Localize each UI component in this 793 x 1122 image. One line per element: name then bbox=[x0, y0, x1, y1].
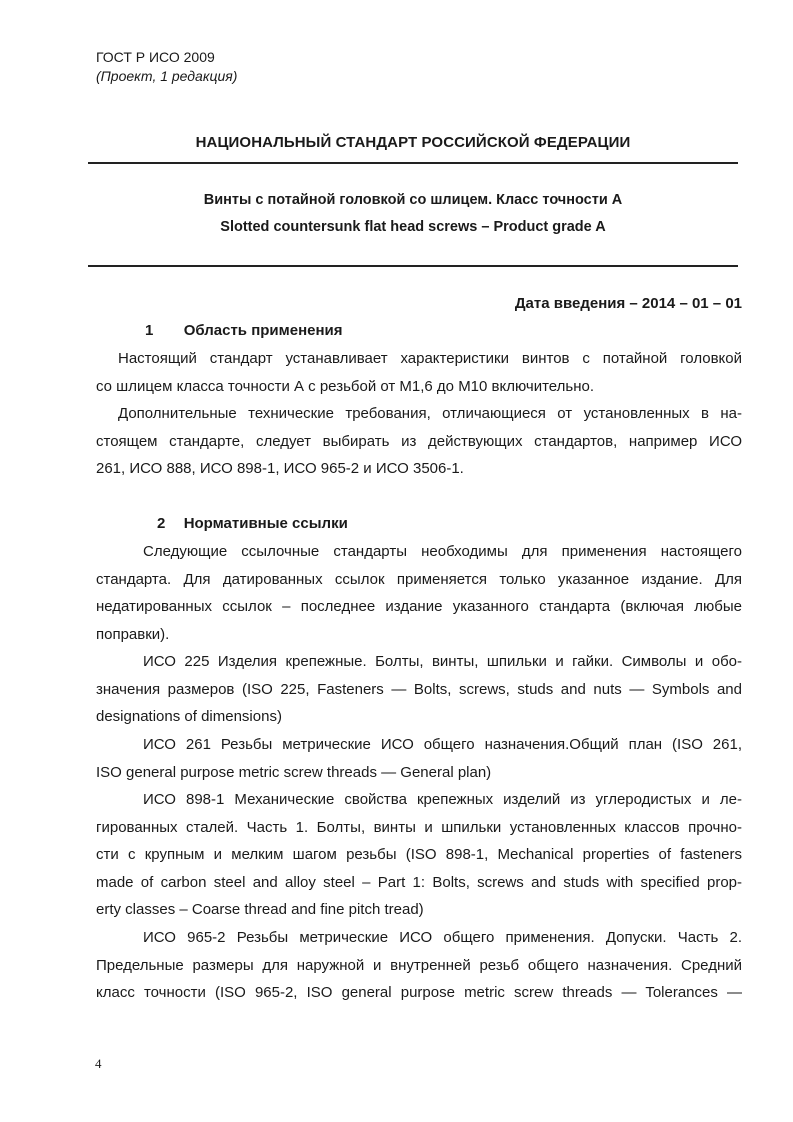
document-header bbox=[96, 48, 237, 86]
subtitle-divider bbox=[88, 265, 738, 267]
title-divider bbox=[88, 162, 738, 164]
text-line: ИСО 965-2 Резьбы метрические ИСО общего применения. Допуски. Часть 2. bbox=[143, 929, 742, 946]
section-1-heading bbox=[145, 322, 343, 339]
text-line: Следующие ссылочные стандарты необходимы для применения настоящего bbox=[143, 543, 742, 560]
text-line: Предельные размеры для наружной и внутренней резьб общего назначения. Средний bbox=[96, 956, 742, 974]
text-line: поправки). bbox=[96, 625, 170, 643]
text-line: designations of dimensions) bbox=[96, 708, 282, 725]
section-number: 1 bbox=[145, 322, 154, 339]
text-line: made of carbon steel and alloy steel – Part 1: Bolts, screws and studs with specified prop- bbox=[96, 873, 742, 891]
text-line: 261, ИСО 888, ИСО 898-1, ИСО 965-2 и ИСО 3506-1. bbox=[96, 460, 464, 477]
section-1-paragraph-2 bbox=[96, 400, 742, 483]
text-line: значения размеров (ISO 225, Fasteners — Bolts, screws, studs and nuts — Symbols and bbox=[96, 680, 742, 698]
reference-iso-898-1 bbox=[96, 786, 742, 924]
text-line: ИСО 898-1 Механические свойства крепежных изделий из углеродистых и ле- bbox=[143, 791, 742, 808]
subtitle-ru: Винты с потайной головкой со шлицем. Класс точности А bbox=[203, 192, 623, 208]
text-line: erty classes – Coarse thread and fine pitch tread) bbox=[96, 901, 424, 918]
text-line: гированных сталей. Часть 1. Болты, винты и шпильки установленных классов прочно- bbox=[96, 818, 742, 836]
text-line: сти с крупным и мелким шагом резьбы (ISO 898-1, Mechanical properties of fasteners bbox=[96, 846, 742, 863]
reference-iso-261 bbox=[96, 731, 742, 786]
doc-code: ГОСТ Р ИСО 2009 bbox=[96, 49, 215, 65]
text-line: класс точности (ISO 965-2, ISO general purpose metric screw threads — Tolerances — bbox=[96, 984, 742, 1001]
text-line: стоящем стандарте, следует выбирать из действующих стандартов, например ИСО bbox=[96, 432, 742, 450]
text-line: ИСО 225 Изделия крепежные. Болты, винты, шпильки и гайки. Символы и обо- bbox=[143, 653, 742, 670]
text-line: ИСО 261 Резьбы метрические ИСО общего назначения.Общий план (ISO 261, bbox=[143, 736, 742, 753]
section-2-intro bbox=[96, 538, 742, 648]
text-line: недатированных ссылок – последнее издание указанного стандарта (включая любые bbox=[96, 598, 742, 615]
text-line: ISO general purpose metric screw threads — General plan) bbox=[96, 763, 492, 781]
effective-date: Дата введения – 2014 – 01 – 01 bbox=[514, 295, 742, 312]
reference-iso-965-2 bbox=[96, 924, 742, 1007]
text-line: Дополнительные технические требования, отличающиеся от установленных в на- bbox=[118, 405, 742, 422]
section-title: Нормативные ссылки bbox=[183, 515, 348, 532]
section-2-heading bbox=[157, 515, 348, 532]
section-number: 2 bbox=[157, 515, 166, 532]
section-title: Область применения bbox=[183, 322, 343, 339]
reference-iso-225 bbox=[96, 648, 742, 731]
draft-note: (Проект, 1 редакция) bbox=[96, 68, 238, 84]
text-line: Настоящий стандарт устанавливает характеристики винтов с потайной головкой bbox=[118, 350, 742, 367]
section-1-paragraph-1 bbox=[96, 345, 742, 400]
page-title: НАЦИОНАЛЬНЫЙ СТАНДАРТ РОССИЙСКОЙ ФЕДЕРАЦИИ bbox=[195, 134, 631, 151]
page-number: 4 bbox=[95, 1056, 102, 1071]
text-line: стандарта. Для датированных ссылок применяется только указанное издание. Для bbox=[96, 570, 742, 588]
subtitle-en: Slotted countersunk flat head screws – Product grade A bbox=[220, 219, 606, 235]
text-line: со шлицем класса точности А с резьбой от М1,6 до М10 включительно. bbox=[96, 377, 595, 395]
